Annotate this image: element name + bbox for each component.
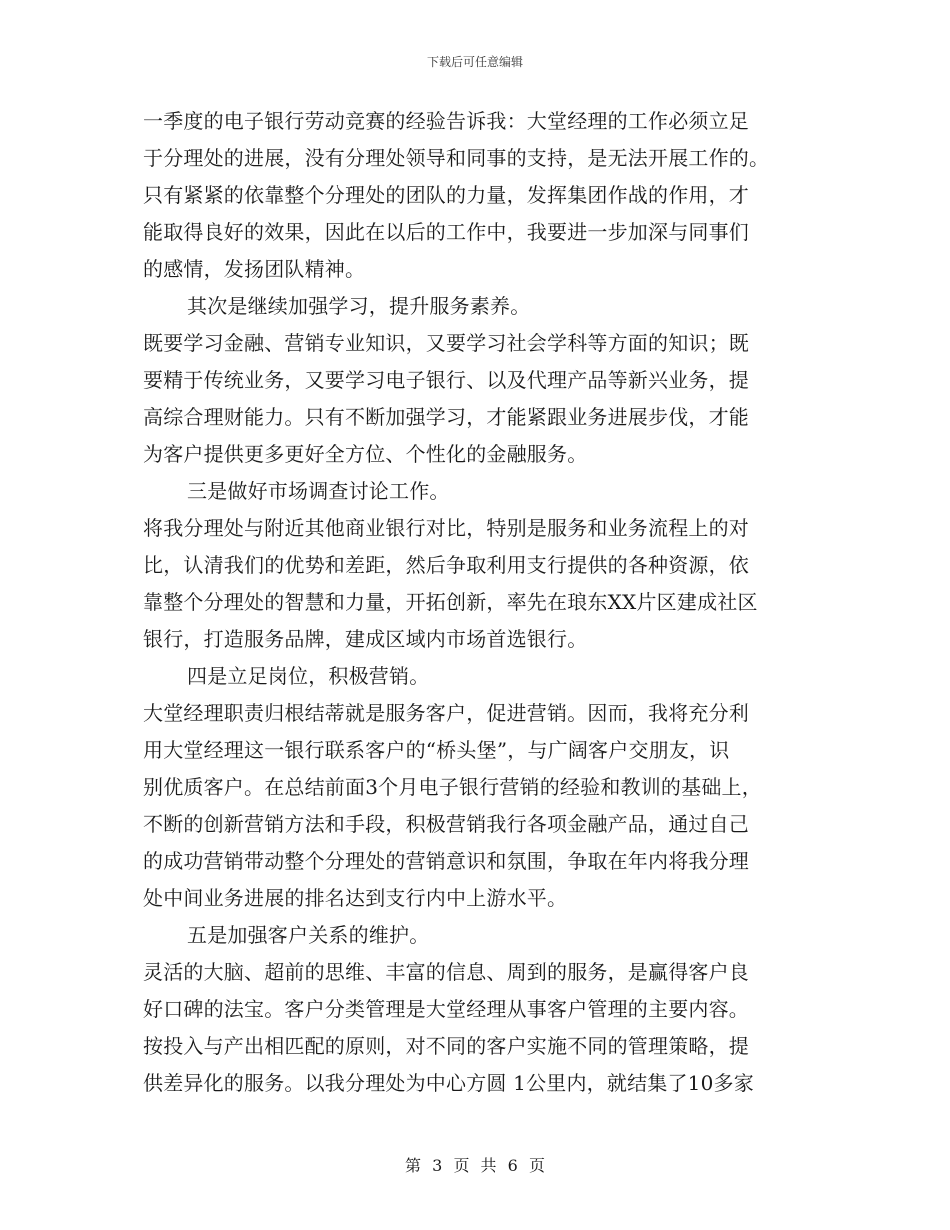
total-pages-number: 6 bbox=[507, 1156, 518, 1175]
body-line: 既要学习金融、营销专业知识，又要学习社会学科等方面的知识；既 bbox=[143, 331, 749, 355]
body-line: 于分理处的进展，没有分理处领导和同事的支持，是无法开展工作的。 bbox=[143, 146, 770, 170]
page-number-footer bbox=[0, 1156, 950, 1176]
body-line: 高综合理财能力。只有不断加强学习，才能紧跟业务进展步伐，才能 bbox=[143, 405, 749, 429]
body-line: 处中间业务进展的排名达到支行内中上游水平。 bbox=[143, 886, 568, 910]
current-page-number: 3 bbox=[432, 1156, 443, 1175]
footer-prefix: 第 bbox=[405, 1156, 422, 1175]
footer-suffix: 页 bbox=[528, 1156, 545, 1175]
body-line: 用大堂经理这一银行联系客户的“桥头堡”，与广阔客户交朋友，识 bbox=[143, 738, 730, 762]
body-line: 不断的创新营销方法和手段，积极营销我行各项金融产品，通过自己 bbox=[143, 812, 749, 836]
body-line: 比，认清我们的优势和差距，然后争取利用支行提供的各种资源，依 bbox=[143, 553, 749, 577]
document-body bbox=[143, 103, 808, 1102]
body-line: 按投入与产出相匹配的原则，对不同的客户实施不同的管理策略，提 bbox=[143, 1034, 749, 1058]
body-line: 的感情，发扬团队精神。 bbox=[143, 257, 366, 281]
body-line: 将我分理处与附近其他商业银行对比，特别是服务和业务流程上的对 bbox=[143, 516, 749, 540]
body-line: 的成功营销带动整个分理处的营销意识和氛围，争取在年内将我分理 bbox=[143, 849, 749, 873]
body-line: 好口碑的法宝。客户分类管理是大堂经理从事客户管理的主要内容。 bbox=[143, 997, 749, 1021]
body-line: 银行，打造服务品牌，建成区域内市场首选银行。 bbox=[143, 627, 588, 651]
section-heading: 五是加强客户关系的维护。 bbox=[187, 923, 430, 947]
section-heading: 其次是继续加强学习，提升服务素养。 bbox=[187, 294, 531, 318]
section-heading: 四是立足岗位，积极营销。 bbox=[187, 664, 430, 688]
body-line: 供差异化的服务。以我分理处为中心方圆 1公里内，就结集了10多家 bbox=[143, 1071, 754, 1095]
body-line: 大堂经理职责归根结蒂就是服务客户，促进营销。因而，我将充分利 bbox=[143, 701, 749, 725]
body-line: 要精于传统业务，又要学习电子银行、以及代理产品等新兴业务，提 bbox=[143, 368, 749, 392]
page-header-note: 下载后可任意编辑 bbox=[426, 55, 523, 69]
body-line: 别优质客户。在总结前面3个月电子银行营销的经验和教训的基础上， bbox=[143, 775, 762, 799]
footer-total-word: 共 bbox=[480, 1156, 497, 1175]
footer-page-word: 页 bbox=[453, 1156, 470, 1175]
body-line: 为客户提供更多更好全方位、个性化的金融服务。 bbox=[143, 442, 588, 466]
body-line: 能取得良好的效果，因此在以后的工作中，我要进一步加深与同事们 bbox=[143, 220, 749, 244]
body-line: 灵活的大脑、超前的思维、丰富的信息、周到的服务，是赢得客户良 bbox=[143, 960, 749, 984]
section-heading: 三是做好市场调查讨论工作。 bbox=[187, 479, 450, 503]
body-line: 一季度的电子银行劳动竞赛的经验告诉我：大堂经理的工作必须立足 bbox=[143, 109, 749, 133]
body-line: 靠整个分理处的智慧和力量，开拓创新，率先在琅东XX片区建成社区 bbox=[143, 590, 758, 614]
body-line: 只有紧紧的依靠整个分理处的团队的力量，发挥集团作战的作用，才 bbox=[143, 183, 749, 207]
